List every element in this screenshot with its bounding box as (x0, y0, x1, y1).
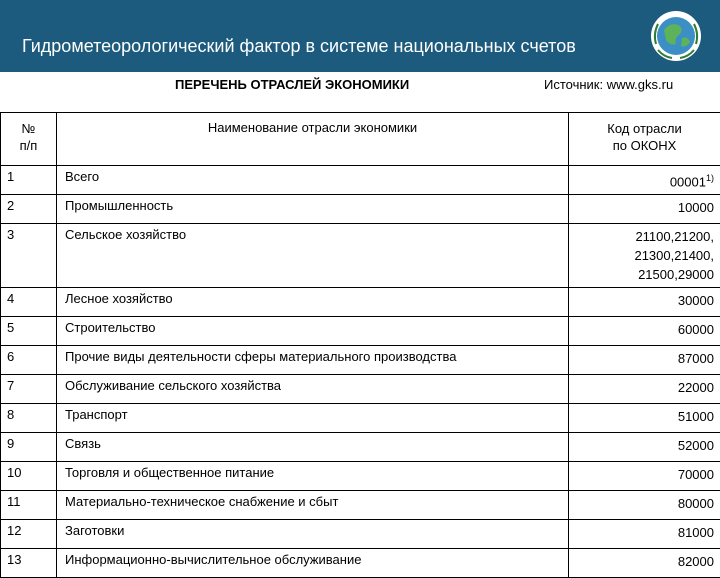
header-bar (0, 0, 720, 72)
okonh-code-value: 81000 (678, 525, 714, 540)
table-row (1, 317, 720, 346)
row-number: 13 (1, 549, 57, 578)
industries-table (0, 112, 720, 578)
globe-emblem-icon (650, 10, 702, 62)
industry-name: Прочие виды деятельности сферы материального производства (57, 346, 569, 375)
okonh-code-value: 60000 (678, 322, 714, 337)
header-num-line2: п/п (20, 138, 38, 153)
row-number: 4 (1, 288, 57, 317)
row-number: 1 (1, 166, 57, 195)
table-row (1, 166, 720, 195)
okonh-code (569, 346, 720, 375)
page-title: Гидрометеорологический фактор в системе национальных счетов (22, 36, 576, 56)
okonh-code-line: 21300,21400, (634, 248, 714, 263)
column-header-name: Наименование отрасли экономики (57, 113, 569, 166)
okonh-code (569, 224, 720, 288)
row-number: 3 (1, 224, 57, 288)
row-number: 10 (1, 462, 57, 491)
table-row (1, 404, 720, 433)
okonh-code (569, 166, 720, 195)
industry-name: Информационно-вычислительное обслуживание (57, 549, 569, 578)
industry-name: Связь (57, 433, 569, 462)
okonh-code-line: 21100,21200, (635, 229, 714, 244)
industry-name: Материально-техническое снабжение и сбыт (57, 491, 569, 520)
row-number: 12 (1, 520, 57, 549)
column-header-code (569, 113, 720, 166)
table-row (1, 195, 720, 224)
table-header-row (1, 113, 720, 166)
okonh-code-value: 30000 (678, 293, 714, 308)
table-row (1, 462, 720, 491)
okonh-code (569, 288, 720, 317)
okonh-code (569, 549, 720, 578)
row-number: 2 (1, 195, 57, 224)
okonh-code-value: 87000 (678, 351, 714, 366)
okonh-code-value: 10000 (678, 200, 714, 215)
okonh-code (569, 317, 720, 346)
industry-name: Обслуживание сельского хозяйства (57, 375, 569, 404)
row-number: 11 (1, 491, 57, 520)
source-note: Источник: www.gks.ru (544, 77, 673, 92)
footnote-marker: 1) (706, 173, 714, 183)
table-row (1, 375, 720, 404)
okonh-code (569, 520, 720, 549)
industry-name: Заготовки (57, 520, 569, 549)
okonh-code-value: 82000 (678, 554, 714, 569)
header-code-line1: Код отрасли (607, 121, 681, 136)
okonh-code-value: 00001 (670, 174, 706, 189)
row-number: 5 (1, 317, 57, 346)
industry-name: Строительство (57, 317, 569, 346)
okonh-code (569, 404, 720, 433)
industry-name: Промышленность (57, 195, 569, 224)
table-row (1, 224, 720, 288)
industry-name: Сельское хозяйство (57, 224, 569, 288)
okonh-code-value: 70000 (678, 467, 714, 482)
okonh-code (569, 433, 720, 462)
header-code-line2: по ОКОНХ (613, 138, 677, 153)
row-number: 7 (1, 375, 57, 404)
row-number: 8 (1, 404, 57, 433)
column-header-number (1, 113, 57, 166)
header-num-line1: № (22, 121, 36, 136)
table-row (1, 549, 720, 578)
okonh-code-line: 21500,29000 (638, 267, 714, 282)
row-number: 6 (1, 346, 57, 375)
industry-name: Торговля и общественное питание (57, 462, 569, 491)
table-caption: ПЕРЕЧЕНЬ ОТРАСЛЕЙ ЭКОНОМИКИ (175, 77, 409, 92)
industry-name: Транспорт (57, 404, 569, 433)
okonh-code-value: 51000 (678, 409, 714, 424)
row-number: 9 (1, 433, 57, 462)
industry-name: Всего (57, 166, 569, 195)
okonh-code (569, 491, 720, 520)
okonh-code (569, 375, 720, 404)
okonh-code-value: 52000 (678, 438, 714, 453)
okonh-code (569, 462, 720, 491)
okonh-code-value: 80000 (678, 496, 714, 511)
table-row (1, 346, 720, 375)
table-row (1, 491, 720, 520)
table-row (1, 288, 720, 317)
okonh-code (569, 195, 720, 224)
table-row (1, 520, 720, 549)
okonh-code-value: 22000 (678, 380, 714, 395)
table-row (1, 433, 720, 462)
industry-name: Лесное хозяйство (57, 288, 569, 317)
